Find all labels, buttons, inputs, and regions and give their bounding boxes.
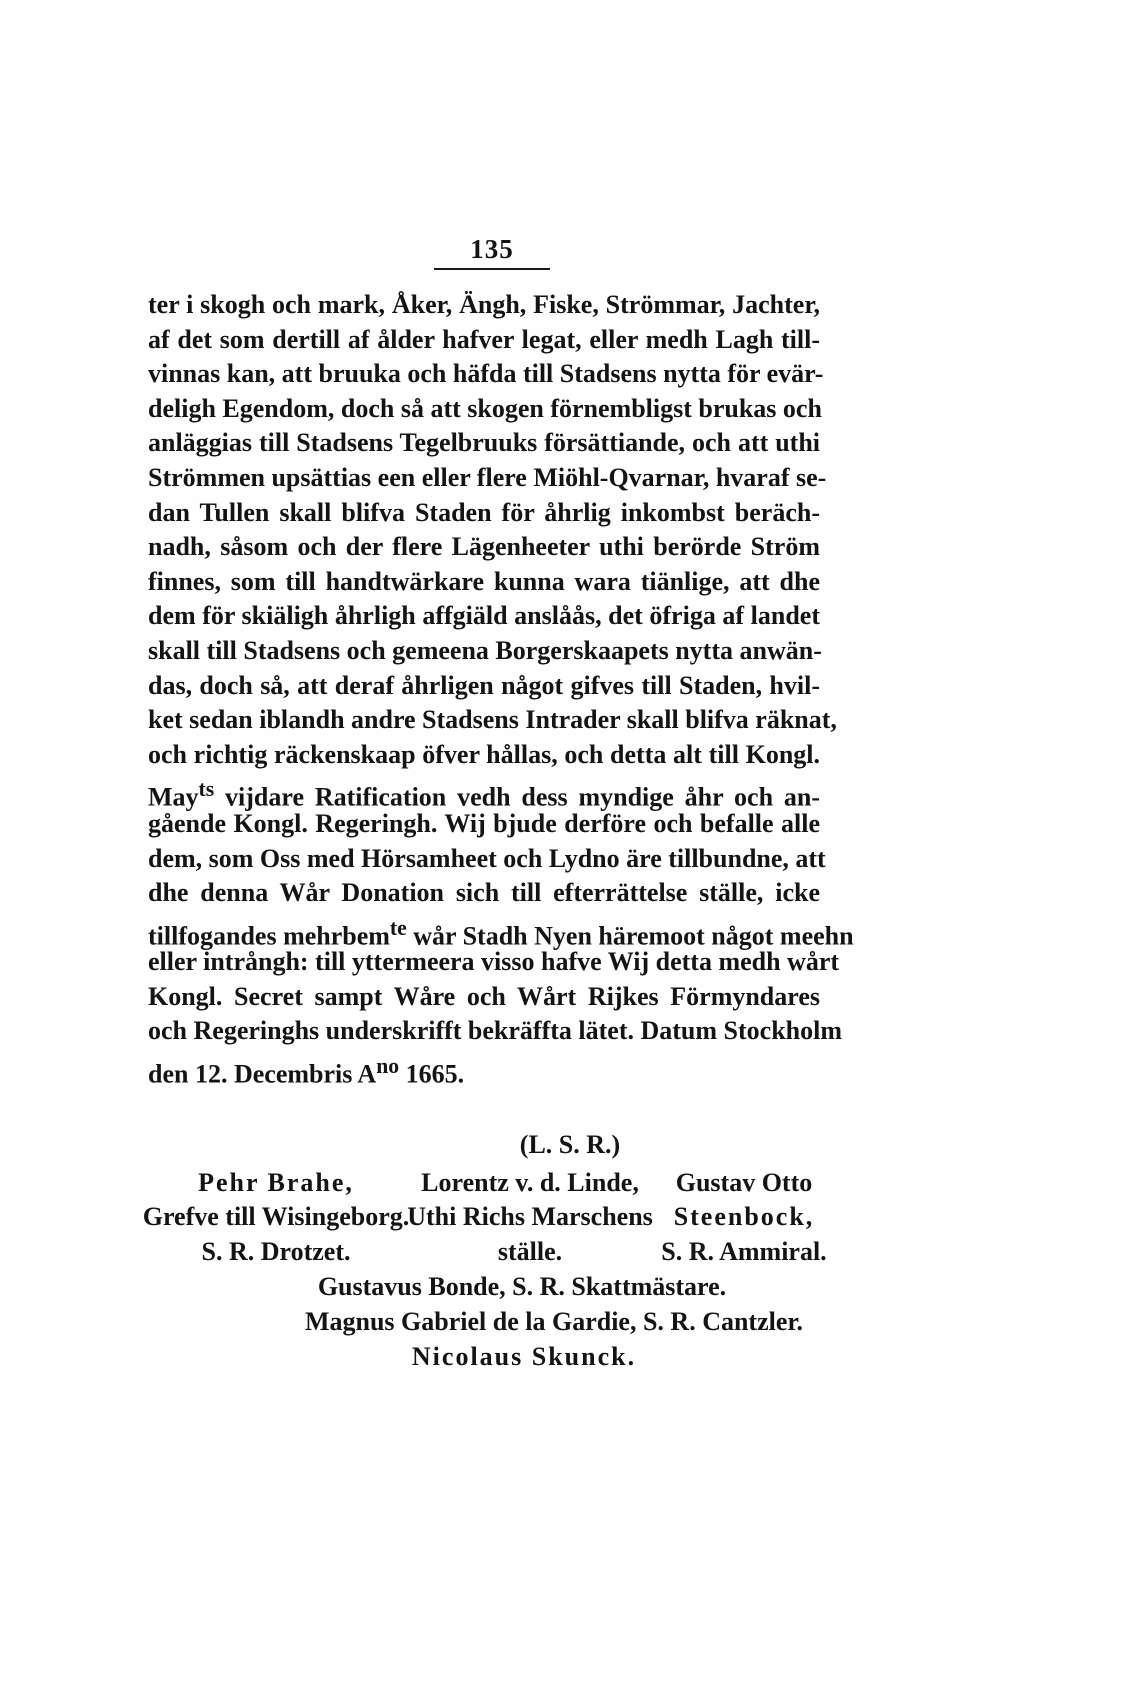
signature-line: ställe. xyxy=(497,1236,563,1266)
text-line: nadh, såsom och der flere Lägenheeter uthi berörde Ström xyxy=(148,532,820,562)
seal-mark: (L. S. R.) xyxy=(519,1130,621,1159)
body-text xyxy=(148,288,854,1089)
signature-line: S. R. Ammiral. xyxy=(661,1236,827,1266)
signature-line: Steenbock, xyxy=(673,1202,815,1232)
page-number-rule xyxy=(434,268,550,270)
text-line: af det som dertill af ålder hafver legat, eller medh Lagh till- xyxy=(148,324,820,354)
text-line: och Regeringhs underskrifft bekräffta lätet. Datum Stockholm xyxy=(148,1016,843,1046)
text-line: gående Kongl. Regeringh. Wij bjude derföre och befalle alle xyxy=(148,808,820,838)
text-line: Kongl. Secret sampt Wåre och Wårt Rijkes Förmyndares xyxy=(148,981,820,1011)
text-line: vinnas kan, att bruuka och häfda till Stadsens nytta för evär- xyxy=(148,359,824,389)
text-line: ket sedan iblandh andre Stadsens Intrader skall blifva räknat, xyxy=(148,705,837,735)
signature-line: Grefve till Wisingeborg. xyxy=(142,1202,410,1232)
signature-block xyxy=(140,1166,840,1269)
page-number: 135 xyxy=(470,234,514,264)
signature-de-la-gardie: Magnus Gabriel de la Gardie, S. R. Cantzler. xyxy=(304,1307,804,1336)
signature-bonde: Gustavus Bonde, S. R. Skattmästare. xyxy=(317,1272,727,1301)
text-line: May$^{ts}$ vijdare Ratification vedh dess myndige åhr och an- xyxy=(148,777,820,812)
signature-line: Gustav Otto xyxy=(675,1168,813,1197)
text-line: Strömmen upsättias een eller flere Miöhl-Qvarnar, hvaraf se- xyxy=(148,462,827,492)
signature-line: Pehr Brahe, xyxy=(198,1168,354,1197)
text-line: tillfogandes mehrbem$^{te}$ wår Stadh Nyen häremoot något meehn xyxy=(148,915,854,951)
text-line: eller intrångh: till yttermeera visso hafve Wij detta medh wårt xyxy=(148,947,840,977)
signature-linde xyxy=(407,1166,653,1269)
text-line: och richtig räckenskaap öfver hållas, och detta alt till Kongl. xyxy=(148,739,820,769)
signature-line: Lorentz v. d. Linde, xyxy=(421,1168,639,1197)
signature-line: Uthi Richs Marschens xyxy=(407,1202,653,1232)
signature-line: S. R. Drotzet. xyxy=(201,1236,351,1266)
signature-brahe xyxy=(140,1166,412,1269)
text-line: skall till Stadsens och gemeena Borgerskaapets nytta anwän- xyxy=(148,635,822,665)
text-line: dem, som Oss med Hörsamheet och Lydno äre tillbundne, att xyxy=(148,843,826,873)
text-line: anläggias till Stadsens Tegelbruuks försättiande, och att uthi xyxy=(148,428,820,458)
text-line: dan Tullen skall blifva Staden för åhrlig inkombst beräch- xyxy=(148,497,820,527)
text-line: das, doch så, att deraf åhrligen något gifves till Staden, hvil- xyxy=(148,670,820,700)
text-line-last: den 12. Decembris $A^{no}$ 1665. xyxy=(148,1054,465,1089)
text-line: finnes, som till handtwärkare kunna wara tiänlige, att dhe xyxy=(148,566,820,596)
text-line: deligh Egendom, doch så att skogen förnembligst brukas och xyxy=(148,393,822,423)
text-line: dhe denna Wår Donation sich till efterrättelse ställe, icke xyxy=(148,878,820,908)
signature-steenbock xyxy=(648,1166,840,1269)
text-line: dem för skiäligh åhrligh affgiäld anslåås, det öfriga af landet xyxy=(148,601,820,631)
text-line: ter i skogh och mark, Åker, Ängh, Fiske, Strömmar, Jachter, xyxy=(148,290,820,319)
signature-skunck: Nicolaus Skunck. xyxy=(411,1342,637,1371)
